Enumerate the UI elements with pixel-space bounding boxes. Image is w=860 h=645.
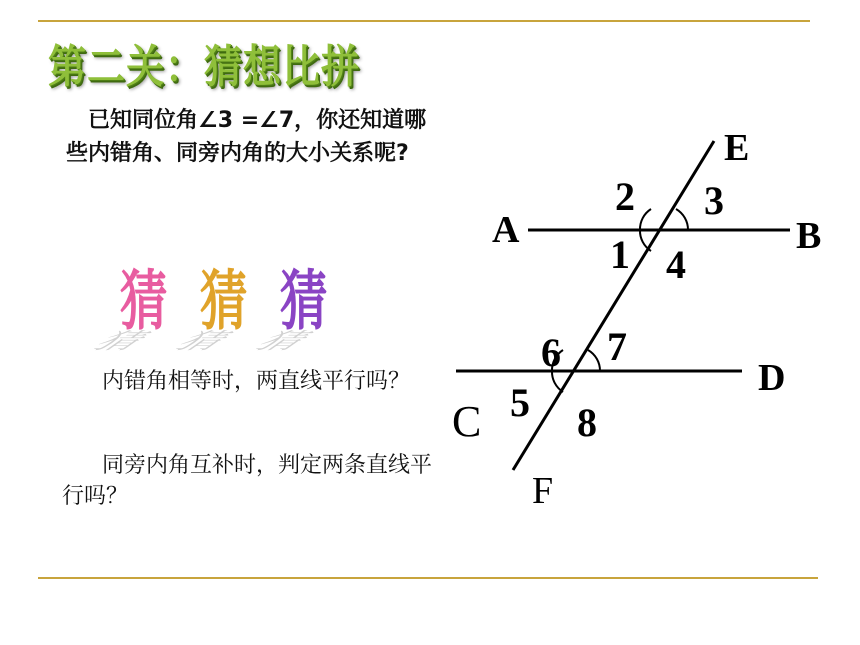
guess-shadow-2: 猜 (165, 328, 242, 354)
point-label-d: D (758, 357, 786, 399)
paragraph-1-text: 内错角相等时，两直线平行吗？ (102, 369, 411, 394)
angle-label-7: 7 (607, 324, 627, 369)
angle-arc-2 (640, 209, 651, 230)
angle-label-4: 4 (666, 242, 686, 287)
point-label-b: B (796, 215, 822, 257)
guess-shadow-3: 猜 (245, 328, 322, 354)
angle-label-5: 5 (510, 380, 530, 425)
point-label-f: F (532, 470, 554, 512)
paragraph-2-text: 同旁内角互补时，判定两条直线平行吗？ (62, 453, 433, 509)
angle-arc-3 (676, 209, 688, 230)
guess-shadow-1: 猜 (83, 328, 160, 354)
angle-label-2: 2 (615, 174, 635, 219)
guess-char-2: 猜 (200, 262, 248, 339)
angle-label-1: 1 (610, 232, 630, 277)
point-label-c: C (452, 397, 482, 446)
guess-char-1: 猜 (120, 262, 168, 339)
guess-char-3: 猜 (280, 262, 328, 339)
angle-arc-7 (588, 350, 600, 371)
bottom-rule (38, 577, 818, 579)
question-body: 已知同位角∠3 =∠7，你还知道哪些内错角、同旁内角的大小关系呢? (66, 108, 427, 166)
angle-label-3: 3 (704, 178, 724, 223)
slide-title: 第二关：猜想比拼 (48, 40, 361, 93)
point-label-e: E (724, 127, 750, 169)
angle-label-6: 6 (541, 330, 561, 375)
transversal-ef (513, 141, 714, 470)
point-label-a: A (492, 209, 520, 251)
angle-label-8: 8 (577, 400, 597, 445)
